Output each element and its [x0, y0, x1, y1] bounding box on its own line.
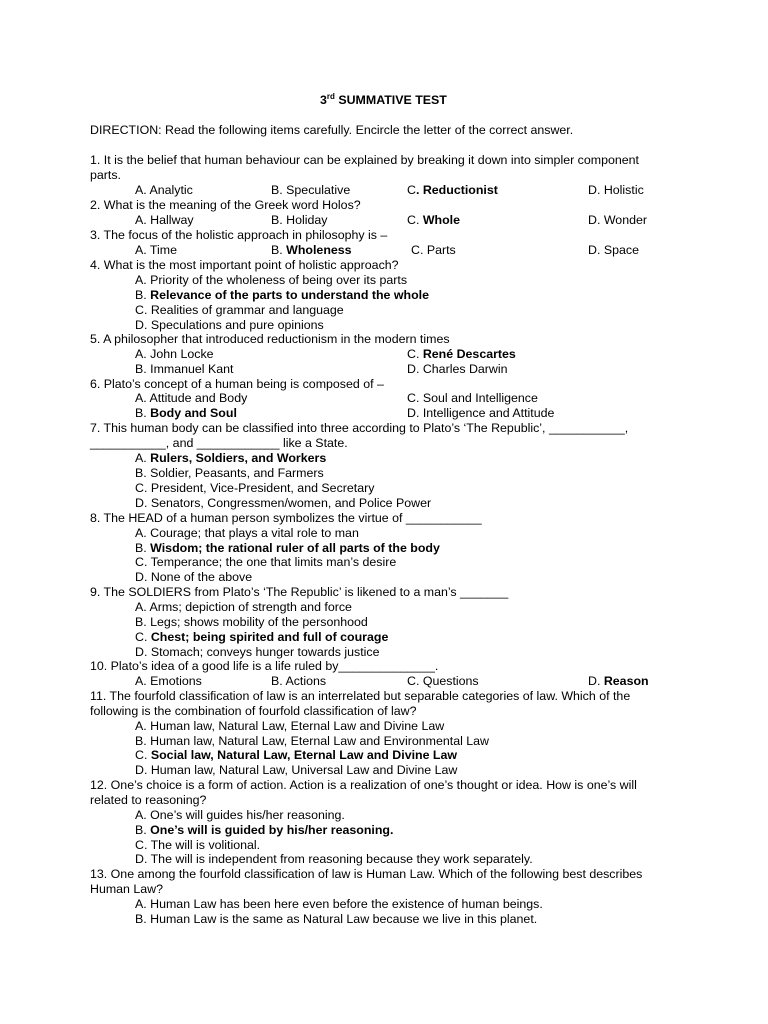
q11-option-b[interactable]: B. Human law, Natural Law, Eternal Law and Environmental Law: [135, 734, 490, 748]
question-13-stem-cont: Human Law?: [90, 882, 164, 896]
q5-option-d[interactable]: D. Charles Darwin: [407, 362, 508, 376]
question-12-stem-cont: related to reasoning?: [90, 793, 207, 807]
q7-option-b[interactable]: B. Soldier, Peasants, and Farmers: [135, 466, 324, 480]
q2-option-d[interactable]: D. Wonder: [588, 213, 647, 227]
question-1-stem: 1. It is the belief that human behaviour can be explained by breaking it down into simpler component: [90, 153, 639, 167]
question-11-stem: 11. The fourfold classification of law is an interrelated but separable categories of law. Which of the: [90, 689, 631, 703]
q12-option-a[interactable]: A. One’s will guides his/her reasoning.: [135, 808, 345, 822]
question-11-stem-cont: following is the combination of fourfold classification of law?: [90, 704, 417, 718]
q12-option-d[interactable]: D. The will is independent from reasoning because they work separately.: [135, 852, 533, 866]
question-1-stem-cont: parts.: [90, 168, 121, 182]
q7-option-d[interactable]: D. Senators, Congressmen/women, and Police Power: [135, 496, 432, 510]
question-10-stem: 10. Plato’s idea of a good life is a life ruled by______________.: [90, 659, 439, 673]
q5-option-b[interactable]: B. Immanuel Kant: [135, 362, 234, 376]
q6-option-d[interactable]: D. Intelligence and Attitude: [407, 406, 555, 420]
q1-option-c[interactable]: C. Reductionist: [407, 183, 498, 197]
q1-option-b[interactable]: B. Speculative: [271, 183, 351, 197]
q3-option-c[interactable]: C. Parts: [411, 243, 456, 257]
q4-option-c[interactable]: C. Realities of grammar and language: [135, 303, 344, 317]
q6-option-b[interactable]: B. Body and Soul: [135, 406, 237, 420]
q10-option-a[interactable]: A. Emotions: [135, 674, 202, 688]
question-7-stem: 7. This human body can be classified into three according to Plato’s ‘The Republic’, ___________,: [90, 421, 629, 435]
q10-option-d[interactable]: D. Reason: [588, 674, 649, 688]
q1-option-d[interactable]: D. Holistic: [588, 183, 644, 197]
q7-option-c[interactable]: C. President, Vice-President, and Secretary: [135, 481, 375, 495]
q3-option-b[interactable]: B. Wholeness: [271, 243, 352, 257]
q12-option-b[interactable]: B. One’s will is guided by his/her reasoning.: [135, 823, 394, 837]
q4-option-d[interactable]: D. Speculations and pure opinions: [135, 318, 324, 332]
q2-option-a[interactable]: A. Hallway: [135, 213, 194, 227]
direction-text: DIRECTION: Read the following items carefully. Encircle the letter of the correct answer.: [90, 123, 574, 137]
question-12-stem: 12. One’s choice is a form of action. Action is a realization of one’s thought or idea. How is one’s will: [90, 778, 637, 792]
question-9-stem: 9. The SOLDIERS from Plato’s ‘The Republic’ is likened to a man’s _______: [90, 585, 509, 599]
q5-option-c[interactable]: C. René Descartes: [407, 347, 516, 361]
q8-option-b[interactable]: B. Wisdom; the rational ruler of all parts of the body: [135, 541, 440, 555]
q9-option-c[interactable]: C. Chest; being spirited and full of courage: [135, 630, 389, 644]
q8-option-d[interactable]: D. None of the above: [135, 570, 253, 584]
q9-option-d[interactable]: D. Stomach; conveys hunger towards justice: [135, 645, 380, 659]
q11-option-d[interactable]: D. Human law, Natural Law, Universal Law and Divine Law: [135, 763, 458, 777]
q2-option-c[interactable]: C. Whole: [407, 213, 461, 227]
question-8-stem: 8. The HEAD of a human person symbolizes the virtue of ___________: [90, 511, 482, 525]
q10-option-c[interactable]: C. Questions: [407, 674, 479, 688]
q8-option-c[interactable]: C. Temperance; the one that limits man’s desire: [135, 555, 397, 569]
q4-option-b[interactable]: B. Relevance of the parts to understand the whole: [135, 288, 429, 302]
q9-option-a[interactable]: A. Arms; depiction of strength and force: [135, 600, 352, 614]
question-5-stem: 5. A philosopher that introduced reductionism in the modern times: [90, 332, 450, 346]
q12-option-c[interactable]: C. The will is volitional.: [135, 838, 261, 852]
q5-option-a[interactable]: A. John Locke: [135, 347, 214, 361]
q1-option-a[interactable]: A. Analytic: [135, 183, 193, 197]
q8-option-a[interactable]: A. Courage; that plays a vital role to man: [135, 526, 359, 540]
page-title: 3rd SUMMATIVE TEST: [320, 92, 447, 107]
question-2-stem: 2. What is the meaning of the Greek word Holos?: [90, 198, 361, 212]
q3-option-a[interactable]: A. Time: [135, 243, 177, 257]
q11-option-c[interactable]: C. Social law, Natural Law, Eternal Law and Divine Law: [135, 748, 458, 762]
q11-option-a[interactable]: A. Human law, Natural Law, Eternal Law and Divine Law: [135, 719, 445, 733]
q2-option-b[interactable]: B. Holiday: [271, 213, 328, 227]
question-4-stem: 4. What is the most important point of holistic approach?: [90, 258, 399, 272]
q6-option-c[interactable]: C. Soul and Intelligence: [407, 391, 538, 405]
question-3-stem: 3. The focus of the holistic approach in philosophy is –: [90, 228, 388, 242]
question-6-stem: 6. Plato’s concept of a human being is composed of –: [90, 377, 384, 391]
q13-option-a[interactable]: A. Human Law has been here even before the existence of human beings.: [135, 897, 543, 911]
q13-option-b[interactable]: B. Human Law is the same as Natural Law because we live in this planet.: [135, 912, 538, 926]
question-13-stem: 13. One among the fourfold classification of law is Human Law. Which of the following best describes: [90, 867, 643, 881]
q7-option-a[interactable]: A. Rulers, Soldiers, and Workers: [135, 451, 327, 465]
q3-option-d[interactable]: D. Space: [588, 243, 639, 257]
q10-option-b[interactable]: B. Actions: [271, 674, 327, 688]
q9-option-b[interactable]: B. Legs; shows mobility of the personhood: [135, 615, 368, 629]
q4-option-a[interactable]: A. Priority of the wholeness of being over its parts: [135, 273, 408, 287]
question-7-stem-cont: ___________, and ____________ like a State.: [90, 436, 348, 450]
q6-option-a[interactable]: A. Attitude and Body: [135, 391, 248, 405]
